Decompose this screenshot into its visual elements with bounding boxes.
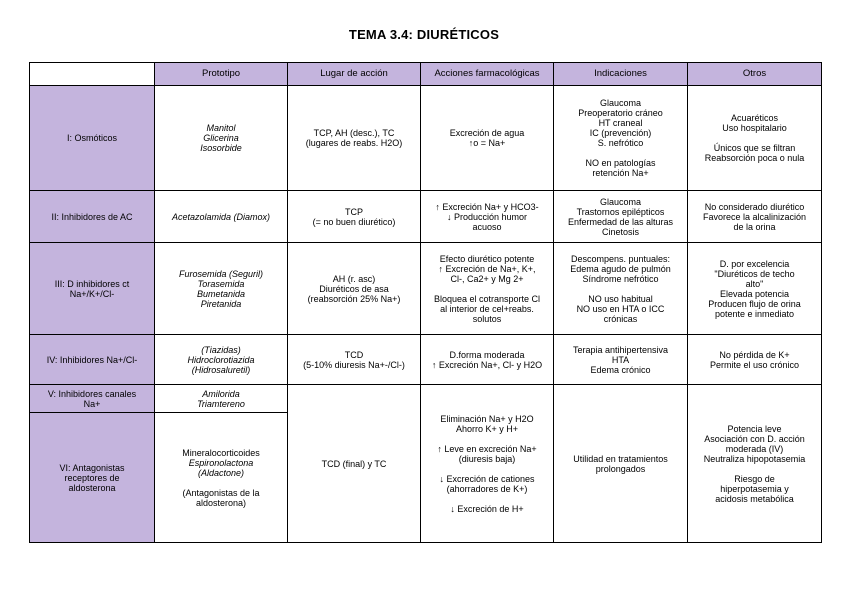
table-row-inhibidores-ac — [30, 191, 822, 243]
corner-cell — [30, 63, 155, 86]
cell-line: III: D inhibidores ct — [54, 278, 130, 289]
cell-line: ↑ Excreción Na+, Cl- y H2O — [431, 359, 543, 370]
cell-line: D.forma moderada — [449, 349, 525, 360]
cell-line: Trastornos epilépticos — [576, 206, 665, 217]
cell-line: solutos — [472, 313, 502, 324]
cell-line: No pérdida de K+ — [719, 349, 790, 360]
row-header — [30, 243, 155, 335]
cell-line: Mineralocorticoides — [182, 447, 260, 458]
cell-line: Furosemida (Seguril) — [178, 268, 264, 279]
cell-line: TCD — [344, 349, 364, 360]
cell-line: Riesgo de — [734, 473, 775, 484]
cell-line: HT craneal — [598, 118, 643, 128]
cell-line: (= no buen diurético) — [312, 216, 396, 227]
indicaciones-cell — [554, 385, 688, 543]
col-header-lugar: Lugar de acción — [288, 63, 421, 86]
cell-line: Uso hospitalario — [722, 123, 787, 133]
cell-line: Edema agudo de pulmón — [570, 263, 671, 274]
cell-line: Preoperatorio cráneo — [578, 108, 663, 118]
cell-line: (lugares de reabs. H2O) — [305, 138, 403, 148]
indicaciones-cell — [554, 243, 688, 335]
cell-line: Efecto diurético potente — [439, 253, 535, 264]
prototipo-cell — [155, 413, 288, 543]
cell-line: Triamtereno — [197, 398, 245, 409]
cell-line: aldosterona) — [195, 497, 247, 508]
cell-line: Acuaréticos — [730, 113, 779, 123]
page-title: TEMA 3.4: DIURÉTICOS — [348, 27, 500, 42]
acciones-cell — [421, 335, 554, 385]
cell-line: Manitol — [206, 123, 236, 133]
cell-line: prolongados — [595, 463, 646, 474]
cell-line: potente e inmediato — [714, 308, 795, 319]
lugar-cell: TCD (final) y TC — [288, 385, 421, 543]
cell-line: Permite el uso crónico — [709, 359, 800, 370]
cell-line: ↑ Leve en excreción Na+ — [437, 443, 537, 454]
cell-line: V: Inhibidores canales — [47, 388, 137, 399]
cell-line: Producen flujo de orina — [708, 298, 801, 309]
cell-line: crónicas — [603, 313, 638, 324]
lugar-cell — [288, 335, 421, 385]
cell-line: hiperpotasemia y — [720, 483, 789, 494]
cell-line: S. nefrótico — [597, 138, 644, 148]
cell-line: HTA — [611, 354, 630, 365]
prototipo-cell — [155, 191, 288, 243]
cell-line: ↓ Producción humor — [446, 211, 528, 222]
acciones-cell — [421, 191, 554, 243]
cell-line: acuoso — [472, 221, 502, 232]
otros-cell — [688, 385, 822, 543]
table-row-inhibidores-canales-na — [30, 385, 822, 413]
cell-line: (reabsorción 25% Na+) — [307, 293, 401, 304]
prototipo-cell — [155, 335, 288, 385]
cell-line: (Hidrosaluretil) — [191, 364, 251, 375]
cell-line: Terapia antihipertensiva — [572, 344, 669, 355]
acciones-cell — [421, 86, 554, 191]
row-header — [30, 385, 155, 413]
cell-line: IC (prevención) — [589, 128, 652, 138]
indicaciones-cell — [554, 191, 688, 243]
cell-line: Na+ — [83, 398, 101, 409]
cell-line: D. por excelencia — [719, 258, 790, 269]
cell-line: receptores de — [64, 472, 120, 483]
cell-line: Excreción de agua — [449, 128, 525, 138]
prototipo-cell — [155, 385, 288, 413]
cell-line: Isosorbide — [200, 143, 242, 153]
row-header: IV: Inhibidores Na+/Cl- — [30, 335, 155, 385]
col-header-otros: Otros — [688, 63, 822, 86]
cell-line: Enfermedad de las alturas — [567, 216, 674, 227]
cell-line: Favorece la alcalinización — [702, 211, 807, 222]
cell-line: de la orina — [733, 221, 776, 232]
cell-line: Eliminación Na+ y H2O — [440, 413, 534, 424]
cell-line: Espironolactona — [188, 457, 254, 468]
col-header-indicaciones: Indicaciones — [554, 63, 688, 86]
cell-line: Únicos que se filtran — [713, 143, 796, 153]
prototipo-cell — [155, 86, 288, 191]
cell-line: (ahorradores de K+) — [446, 483, 528, 494]
lugar-cell — [288, 191, 421, 243]
indicaciones-cell — [554, 86, 688, 191]
cell-line: Utilidad en tratamientos — [573, 453, 668, 464]
lugar-cell — [288, 86, 421, 191]
cell-line: TCP — [345, 206, 363, 217]
diuretics-table — [29, 62, 822, 543]
cell-line: Diuréticos de asa — [319, 283, 389, 294]
cell-line: acidosis metabólica — [715, 493, 794, 504]
col-header-prototipo: Prototipo — [155, 63, 288, 86]
cell-line: Glaucoma — [599, 196, 642, 207]
cell-line: NO uso en HTA o ICC — [576, 303, 665, 314]
otros-cell — [688, 335, 822, 385]
cell-line: alto" — [745, 278, 764, 289]
cell-line: Descompens. puntuales: — [570, 253, 671, 264]
otros-cell — [688, 191, 822, 243]
cell-line: Piretanida — [200, 298, 242, 309]
header-row — [30, 63, 822, 86]
cell-line: (Antagonistas de la — [182, 487, 260, 498]
cell-line: Cl-, Ca2+ y Mg 2+ — [450, 273, 524, 284]
row-header — [30, 413, 155, 543]
cell-line: AH (r. asc) — [332, 273, 376, 284]
cell-line: Potencia leve — [727, 423, 782, 434]
cell-line: Cinetosis — [601, 226, 639, 237]
cell-line: "Diuréticos de techo — [714, 268, 795, 279]
cell-line: Na+/K+/Cl- — [69, 288, 115, 299]
cell-line: Bumetanida — [196, 288, 246, 299]
cell-line: al interior de cel+reabs. — [440, 303, 534, 314]
cell-line: No considerado diurético — [704, 201, 805, 212]
cell-line: NO uso habitual — [588, 293, 653, 304]
row-header: II: Inhibidores de AC — [30, 191, 155, 243]
acciones-cell — [421, 243, 554, 335]
cell-line: TCP, AH (desc.), TC — [313, 128, 395, 138]
cell-line: Amilorida — [202, 388, 240, 399]
cell-line: Neutraliza hipopotasemia — [703, 453, 806, 464]
cell-line: (Tiazidas) — [201, 344, 241, 355]
otros-cell — [688, 243, 822, 335]
cell-line: ↓ Excreción de H+ — [450, 503, 524, 514]
cell-line: VI: Antagonistas — [59, 462, 125, 473]
acciones-cell — [421, 385, 554, 543]
cell-line: Ahorro K+ y H+ — [455, 423, 519, 434]
cell-line: Glicerina — [203, 133, 239, 143]
table-row-inhibidores-nacl — [30, 335, 822, 385]
cell-line: Edema crónico — [590, 364, 651, 375]
cell-line: (Aldactone) — [197, 467, 245, 478]
cell-line: ↑o = Na+ — [468, 138, 506, 148]
col-header-acciones: Acciones farmacológicas — [421, 63, 554, 86]
cell-line: ↑ Excreción Na+ y HCO3- — [435, 201, 539, 212]
cell-line: Torasemida — [197, 278, 245, 289]
cell-line: NO en patologías — [585, 158, 656, 168]
cell-line: Elevada potencia — [719, 288, 790, 299]
cell-line: Síndrome nefrótico — [582, 273, 659, 284]
row-header: I: Osmóticos — [30, 86, 155, 191]
cell-line: Glaucoma — [599, 98, 642, 108]
cell-line: Asociación con D. acción — [704, 433, 805, 444]
cell-line: (diuresis baja) — [458, 453, 516, 464]
table-row-inhibidores-ct — [30, 243, 822, 335]
cell-line: moderada (IV) — [725, 443, 784, 454]
cell-line: Reabsorción poca o nula — [704, 153, 805, 163]
lugar-cell — [288, 243, 421, 335]
cell-line: retención Na+ — [592, 168, 649, 178]
cell-line: (5-10% diuresis Na+-/Cl-) — [303, 359, 405, 370]
table-row-osmoticos — [30, 86, 822, 191]
otros-cell — [688, 86, 822, 191]
cell-line: ↑ Excreción de Na+, K+, — [438, 263, 536, 274]
prototipo-cell — [155, 243, 288, 335]
cell-line: Acetazolamida (Diamox) — [171, 211, 271, 222]
cell-line: Bloquea el cotransporte Cl — [433, 293, 541, 304]
indicaciones-cell — [554, 335, 688, 385]
cell-line: ↓ Excreción de cationes — [439, 473, 535, 484]
cell-line: Hidroclorotiazida — [187, 354, 255, 365]
cell-line: aldosterona — [68, 482, 116, 493]
